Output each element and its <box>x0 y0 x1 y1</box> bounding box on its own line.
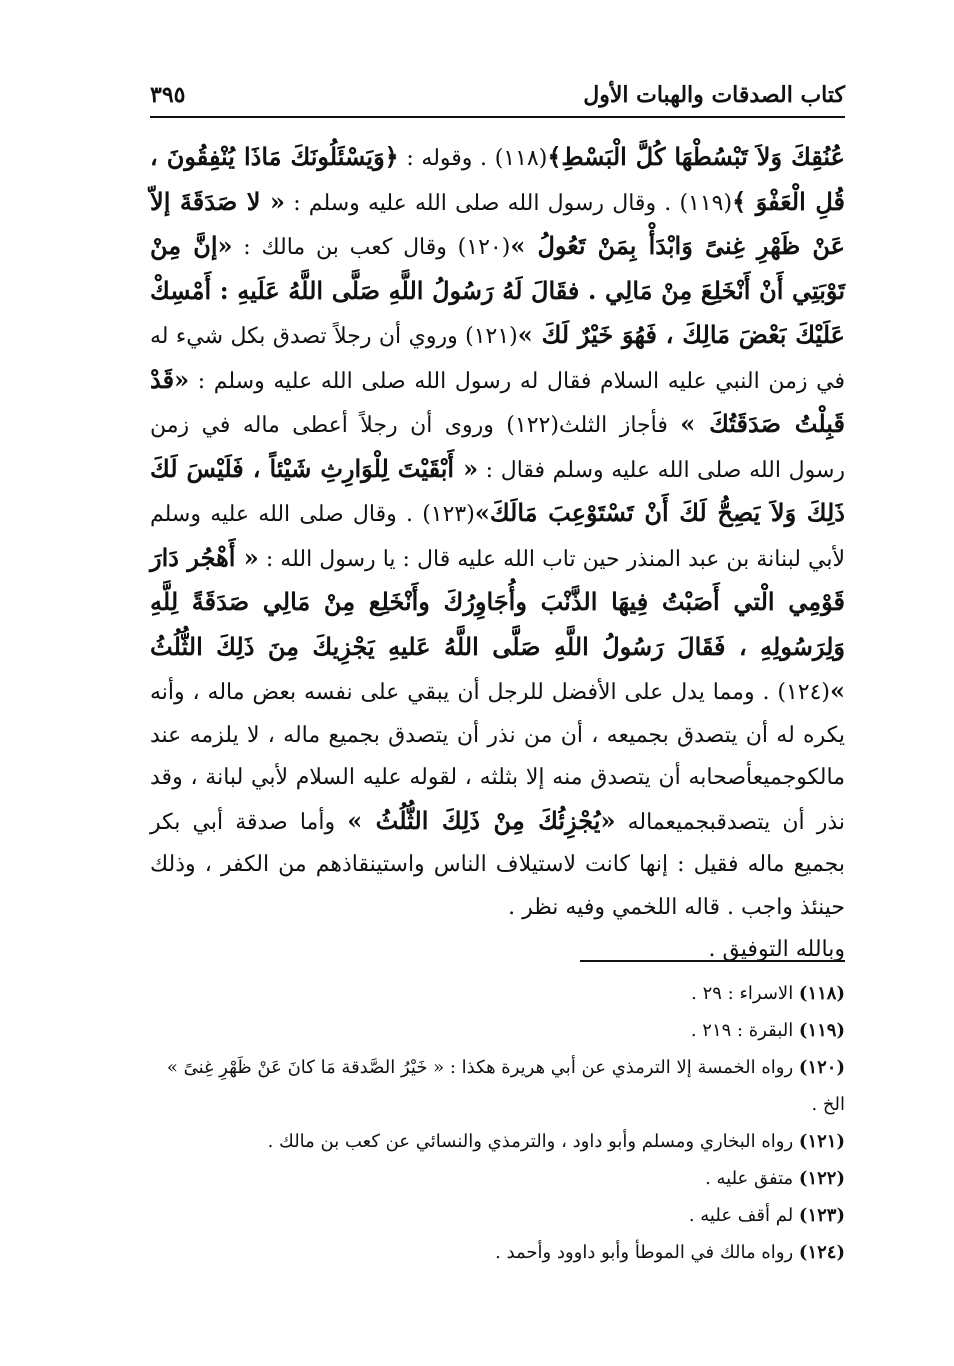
body-text-segment: . وقال صلى الله عليه وسلم لأبي لبنانة بن عبد المنذر حين تاب الله عليه قال : يا رسول الله : <box>150 502 845 572</box>
quoted-text: «إنَّ مِنْ تَوْبَتِي أَنْ أَنْخَلِعَ مِنْ مَالِي . فقَالَ لَهُ رَسُولُ اللَّهِ صَلَّى اللَّهُ عَلَيهِ : أَمْسِكْ عَلَيْكَ بَعْضَ مَالِكَ ، فَهُوَ خَيْرٌ لَكَ » <box>150 231 845 349</box>
body-text-segment: فأجاز الثلث <box>558 413 681 438</box>
footnote-text: البقرة : ٢١٩ . <box>690 1020 799 1041</box>
body-text-segment: (١٢٢) <box>506 413 559 438</box>
footnotes-list <box>150 975 845 1271</box>
body-text-segment: (١١٩) <box>679 190 733 216</box>
footnote-number: (١٢٠) <box>798 1057 845 1078</box>
footnote-number: (١٢٤) <box>798 1242 845 1263</box>
main-paragraph <box>150 136 845 929</box>
footnote-text: رواه مالك في الموطأ وأبو داوود وأحمد . <box>495 1242 799 1263</box>
closing-line: وبالله التوفيق . <box>708 937 845 962</box>
body-text-segment: . وقال رسول الله صلى الله عليه وسلم : <box>285 190 680 216</box>
body-text-segment: وقال كعب بن مالك : <box>232 235 458 260</box>
footnote-number: (١٢٢) <box>798 1168 845 1189</box>
footnote-item <box>150 1160 845 1197</box>
footnote-number: (١٢١) <box>798 1131 845 1152</box>
page-number: ٣٩٥ <box>150 82 186 108</box>
body-text-segment: وروي أن رجلاً تصدق بكل شيء له في زمن النبي عليه السلام فقال له رسول الله صلى الله عليه وسلم : <box>150 324 845 394</box>
main-text <box>150 136 845 972</box>
body-text-segment: وروى أن رجلاً أعطى ماله في زمن رسول الله صلى الله عليه وسلم فقال : <box>150 413 846 483</box>
header-rule <box>150 116 845 118</box>
footnote-text: الاسراء : ٢٩ . <box>691 983 799 1004</box>
footnote-item <box>150 1197 845 1234</box>
footnote-text: رواه البخاري ومسلم وأبو داود ، والترمذي والنسائي عن كعب بن مالك . <box>267 1131 799 1152</box>
footnote-item <box>150 1234 845 1271</box>
footnote-text: لم أقف عليه . <box>688 1205 799 1226</box>
footnote-text: رواه الخمسة إلا الترمذي عن أبي هريرة هكذا : « خَيْرُ الصَّدقة مَا كانَ عَنْ ظَهْرِ غِنىً » الخ . <box>166 1057 845 1115</box>
page-header <box>150 80 845 110</box>
body-text-segment: (١٢٠) <box>457 235 511 260</box>
body-text-segment: (١٢٤) <box>777 680 830 705</box>
quoted-text: « لا صَدَقَةَ إلاّ عَنْ ظَهْرِ غِنىً وَابْدَأْ بِمَنْ تَعُولُ » <box>150 186 845 260</box>
body-text-segment: . وقوله : <box>398 146 495 171</box>
footnote-number: (١١٨) <box>798 983 845 1004</box>
quoted-text: «قَدْ قَبِلْتُ صَدَقَتُكَ » <box>150 364 845 438</box>
quoted-text: «يُجْزِئُكَ مِنْ ذَلِكَ الثُّلُثُ » <box>347 805 616 835</box>
body-text-segment: وأما صدقة أبي بكر بجميع ماله فقيل : إنها كانت لاستيلاف الناس واستينقاذهم من الكفر ، وذلك حينئذ واجب . قاله اللخمي وفيه نظر . <box>150 809 845 920</box>
quoted-text: ﴿وَيَسْئَلُونَكَ مَاذَا يُنْفِقُونَ ، قُلِ الْعَفْوَ ﴾ <box>150 142 845 216</box>
footnote-number: (١١٩) <box>798 1020 845 1041</box>
footnote-rule <box>580 960 845 962</box>
body-text-segment: (١١٨) <box>494 146 548 171</box>
footnote-text: متفق عليه . <box>705 1168 799 1189</box>
quoted-text: « أَبْقَيْتَ لِلْوَارِثِ شَيْئاً ، فَلَيْسَ لَكَ ذَلِكَ وَلاَ يَصِحُّ لَكَ أَنْ تَسْتَوْعِبَ مَالَكَ» <box>150 453 845 527</box>
quoted-text: عُنُقِكَ وَلاَ تَبْسُطْهَا كُلَّ الْبَسْطِ﴾ <box>547 142 845 171</box>
footnote-item <box>150 1012 845 1049</box>
footnote-item <box>150 975 845 1012</box>
footnote-number: (١٢٣) <box>798 1205 845 1226</box>
body-text-segment: . ومما يدل على الأفضل للرجل أن يبقي على نفسه بعض ماله ، وأنه يكره له أن يتصدق بجميعه ، أن من نذر أن يتصدق بجميع ماله ، لا يلزمه عند مالكوجميعأصحابه أن يتصدق منه إلا بثلثه ، لقوله عليه السلام لأبي لبانة ، وقد نذر أن يتصدقبجميعماله <box>150 680 846 835</box>
body-text-segment: (١٢١) <box>465 324 518 349</box>
running-title: كتاب الصدقات والهبات الأول <box>583 82 845 108</box>
footnote-item <box>150 1049 845 1123</box>
quoted-text: « أَهْجُر دَارَ قَوْمِي الْتي أَصَبْتُ فِيهَا الذَّنْبَ وأُجَاوِرُكَ وأَنْخَلِع مِنْ مَالِي صَدَقَةً لِلَّهِ وَلِرَسُولِهِ ، فَقَالَ رَسُولُ اللَّهِ صَلَّى اللَّهُ عَليهِ يَجْزِيكَ مِنَ ذَلِكَ الثُّلُثُ » <box>150 542 845 705</box>
footnote-item <box>150 1123 845 1160</box>
body-text-segment: (١٢٣) <box>422 502 475 527</box>
